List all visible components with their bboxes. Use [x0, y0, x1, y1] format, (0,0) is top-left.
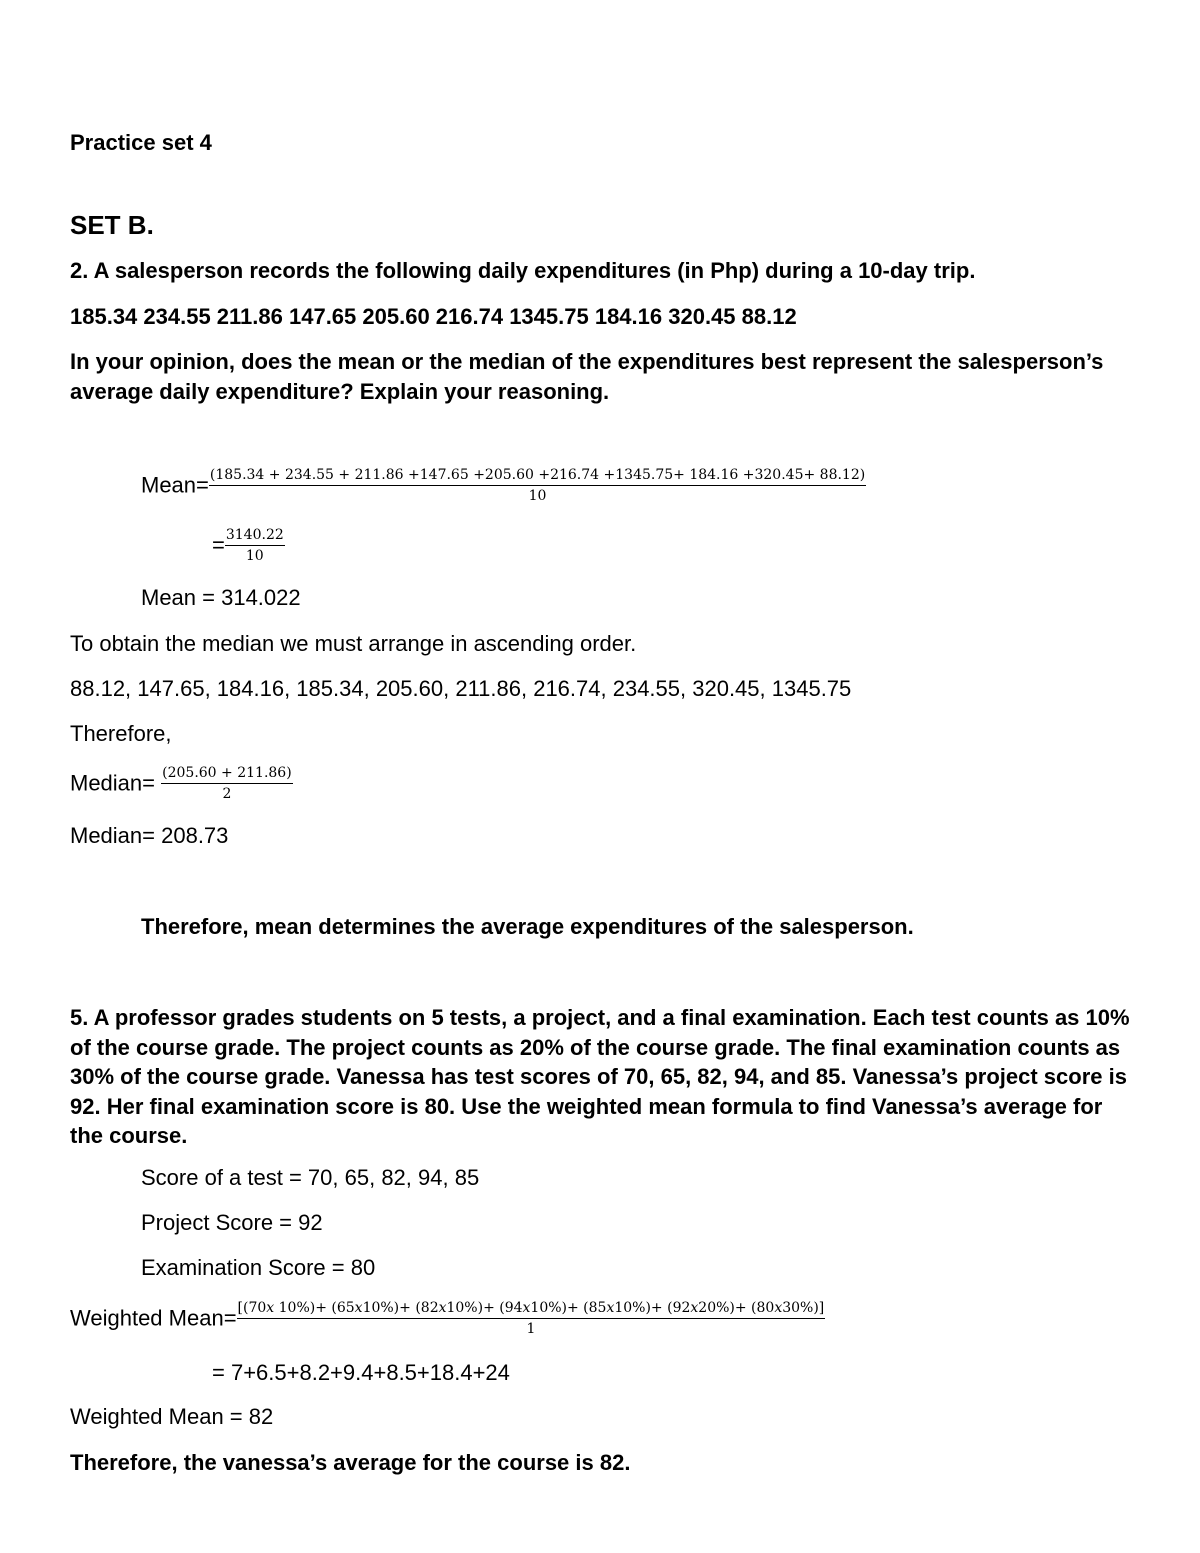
test-scores: Score of a test = 70, 65, 82, 94, 85: [141, 1165, 480, 1190]
page-title: Practice set 4: [70, 130, 212, 155]
weighted-mean-numerator: [(70𝑥 10%)+ (65𝑥10%)+ (82𝑥10%)+ (94𝑥10%)+ (85𝑥10%)+ (92𝑥20%)+ (80𝑥30%)]: [237, 1299, 826, 1319]
q5-conclusion: Therefore, the vanessa’s average for the course is 82.: [70, 1450, 631, 1475]
median-intro: To obtain the median we must arrange in ascending order.: [70, 631, 637, 656]
sorted-values: 88.12, 147.65, 184.16, 185.34, 205.60, 211.86, 216.74, 234.55, 320.45, 1345.75: [70, 676, 852, 701]
median-formula: [70, 764, 293, 803]
weighted-expansion: = 7+6.5+8.2+9.4+8.5+18.4+24: [212, 1360, 510, 1385]
median-label: Median=: [70, 770, 156, 796]
q5-question: 5. A professor grades students on 5 tests, a project, and a final examination. Each test counts as 10% of the course grade. The project counts as 20% of the course grade. The final examination counts as 30% of the course grade. Vanessa has test scores of 70, 65, 82, 94, and 85. Vanessa’s project score is 92. Her final examination score is 80. Use the weighted mean formula to find Vanessa’s average for the course.: [70, 1005, 1130, 1148]
weighted-mean-fraction: [237, 1299, 826, 1338]
median-fraction: [161, 764, 293, 803]
median-denominator: 2: [222, 786, 232, 802]
mean-result: Mean = 314.022: [141, 585, 301, 610]
median-numerator: (205.60 + 211.86): [161, 764, 293, 784]
mean-denominator: 10: [528, 488, 547, 504]
mean-formula: [141, 466, 866, 505]
q2-conclusion: Therefore, mean determines the average expenditures of the salesperson.: [141, 914, 914, 939]
mean-label: Mean=: [141, 472, 209, 498]
sum-fraction: [225, 526, 285, 565]
project-score: Project Score = 92: [141, 1210, 323, 1235]
weighted-mean-denominator: 1: [526, 1321, 536, 1337]
weighted-mean-formula: [70, 1299, 825, 1338]
q2-question: 2. A salesperson records the following daily expenditures (in Php) during a 10-day trip.: [70, 258, 976, 283]
mean-numerator: (185.34 + 234.55 + 211.86 +147.65 +205.60 +216.74 +1345.75+ 184.16 +320.45+ 88.12): [209, 466, 866, 486]
sum-denominator: 10: [245, 548, 264, 564]
sum-numerator: 3140.22: [225, 526, 285, 546]
sum-formula: [212, 526, 285, 565]
therefore-text: Therefore,: [70, 721, 172, 746]
weighted-mean-result: Weighted Mean = 82: [70, 1404, 274, 1429]
set-label: SET B.: [70, 210, 154, 240]
exam-score: Examination Score = 80: [141, 1255, 376, 1280]
q2-data: 185.34 234.55 211.86 147.65 205.60 216.74 1345.75 184.16 320.45 88.12: [70, 304, 797, 329]
q2-prompt: In your opinion, does the mean or the median of the expenditures best represent the salesperson’s average daily expenditure? Explain your reasoning.: [70, 349, 1104, 404]
weighted-mean-label: Weighted Mean=: [70, 1305, 237, 1331]
median-result: Median= 208.73: [70, 823, 229, 848]
equals-sign: =: [212, 532, 225, 558]
mean-fraction: [209, 466, 866, 505]
